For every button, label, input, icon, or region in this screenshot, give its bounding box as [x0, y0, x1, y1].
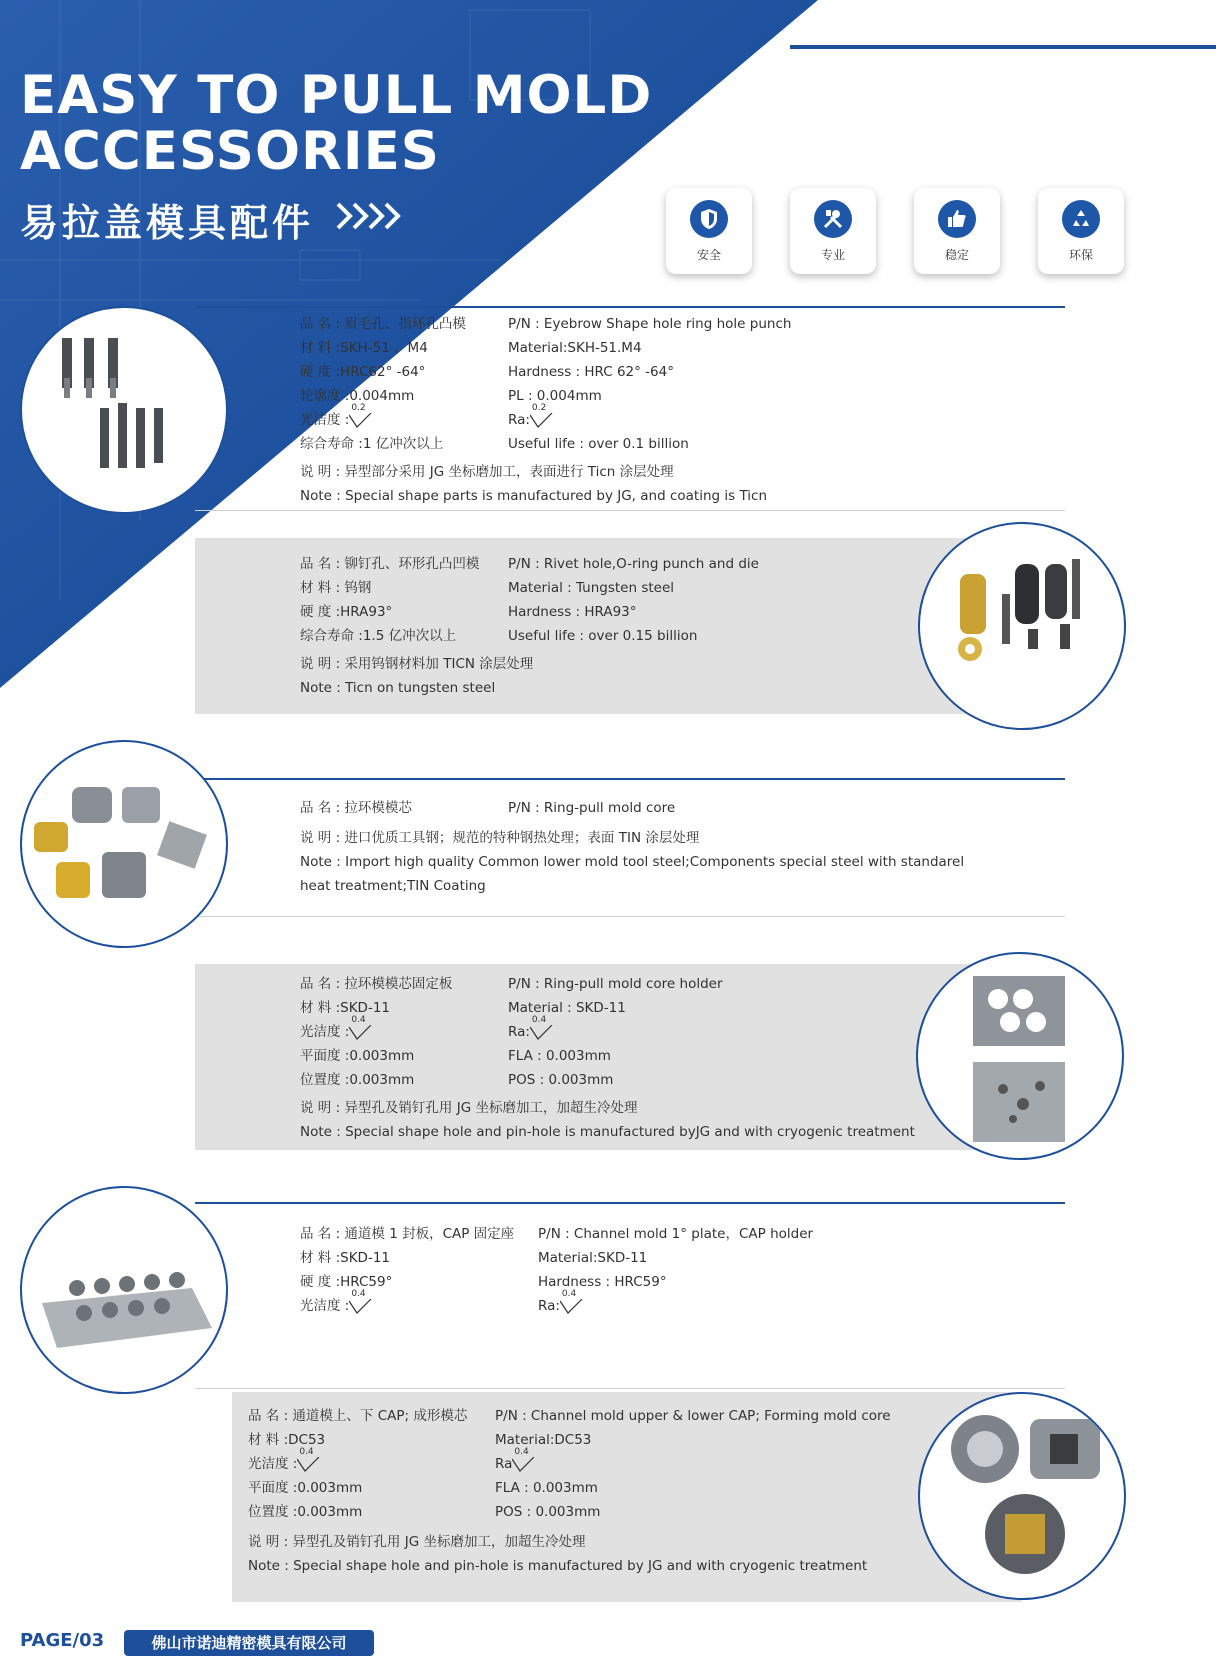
roughness-symbol-icon: 0.4 — [349, 1023, 377, 1041]
note-cn: 说 明 : 异型孔及销钉孔用 JG 坐标磨加工，加超生冷处理 — [248, 1534, 586, 1550]
spec-line: 品 名 : 拉环模模芯 — [300, 800, 412, 816]
spec-line: Material : Tungsten steel — [508, 580, 675, 596]
badge-stable — [914, 188, 1000, 274]
spec-line: 材 料 :SKD-11 — [300, 1250, 390, 1266]
spec-line: 材 料 :SKH-51 、M4 — [300, 340, 428, 356]
section-1-top-rule — [195, 306, 1065, 308]
spec-line: PL : 0.004mm — [508, 388, 602, 404]
page-number: PAGE/03 — [20, 1630, 105, 1651]
spec-line: 品 名 : 通道模 1 封板，CAP 固定座 — [300, 1226, 515, 1242]
spec-line: P/N : Channel mold upper & lower CAP; Forming mold core — [495, 1408, 891, 1424]
chevrons-icon — [334, 198, 420, 234]
section-1-note — [300, 460, 767, 508]
section-1-specs-cn — [300, 312, 466, 456]
section-4-specs-en — [508, 972, 723, 1092]
section-4-note — [300, 1096, 915, 1144]
company-name-badge: 佛山市诺迪精密模具有限公司 — [124, 1630, 374, 1656]
note-en: Note : Ticn on tungsten steel — [300, 680, 496, 696]
thumbs-up-icon — [945, 207, 969, 231]
product-image-punches — [20, 306, 228, 514]
roughness-symbol-icon: 0.4 — [349, 1297, 377, 1315]
spec-line: Hardness : HRC 62° -64° — [508, 364, 674, 380]
section-5-top-rule — [195, 1202, 1065, 1204]
spec-line: Useful life : over 0.1 billion — [508, 436, 689, 452]
spec-line: 品 名 : 眉毛孔、指环孔凸模 — [300, 316, 466, 332]
spec-line: POS : 0.003mm — [508, 1072, 614, 1088]
spec-line: Material : SKD-11 — [508, 1000, 626, 1016]
note-cn: 说 明 : 异型孔及销钉孔用 JG 坐标磨加工，加超生冷处理 — [300, 1100, 638, 1116]
recycle-icon — [1069, 207, 1093, 231]
section-1-bottom-rule — [195, 510, 1065, 511]
spec-line: 硬 度 :HRC59° — [300, 1274, 393, 1290]
product-image-mold-cores — [20, 740, 228, 948]
section-5-specs-cn — [300, 1222, 514, 1318]
note-en: Note : Import high quality Common lower mold tool steel;Components special steel with standarel heat treatment;TIN Coating — [300, 854, 965, 894]
spec-line: 光洁度 : 0.4 — [248, 1452, 467, 1476]
spec-line: 平面度 :0.003mm — [300, 1048, 415, 1064]
badge-label: 安全 — [696, 248, 721, 262]
spec-line: P/N : Rivet hole,O-ring punch and die — [508, 556, 759, 572]
spec-line: 综合寿命 :1.5 亿冲次以上 — [300, 628, 457, 644]
spec-line: 硬 度 :HRC62° -64° — [300, 364, 426, 380]
roughness-symbol-icon: 0.4 — [560, 1297, 588, 1315]
spec-line: Ra: 0.2 — [508, 408, 791, 432]
spec-line: Material:DC53 — [495, 1432, 592, 1448]
section-2-note — [300, 652, 533, 700]
badge-label: 稳定 — [944, 248, 969, 262]
spec-line: 轮廓度 :0.004mm — [300, 388, 415, 404]
note-cn: 说 明 : 异型部分采用 JG 坐标磨加工，表面进行 Ticn 涂层处理 — [300, 464, 674, 480]
title-line-2: ACCESSORIES — [20, 121, 440, 182]
spec-line: 硬 度 :HRA93° — [300, 604, 393, 620]
spec-line: Ra: 0.4 — [508, 1020, 723, 1044]
tools-icon — [821, 207, 845, 231]
section-5-specs-en — [538, 1222, 813, 1318]
section-1-specs-en — [508, 312, 791, 456]
spec-line: 光洁度 : 0.4 — [300, 1294, 514, 1318]
spec-line: Material:SKD-11 — [538, 1250, 648, 1266]
spec-line: Ra: 0.4 — [538, 1294, 813, 1318]
roughness-symbol-icon: 0.2 — [530, 411, 558, 429]
product-image-tungsten-dies — [918, 522, 1126, 730]
spec-line: FLA : 0.003mm — [508, 1048, 611, 1064]
section-3-note — [300, 826, 980, 898]
spec-line: 材 料 : 钨钢 — [300, 580, 372, 596]
spec-line: P/N : Ring-pull mold core — [508, 800, 676, 816]
section-3-top-rule — [195, 778, 1065, 780]
section-3-bottom-rule — [195, 916, 1065, 917]
spec-line: 综合寿命 :1 亿冲次以上 — [300, 436, 444, 452]
title-chinese: 易拉盖模具配件 — [20, 201, 315, 245]
spec-line: POS : 0.003mm — [495, 1504, 601, 1520]
spec-line: Useful life : over 0.15 billion — [508, 628, 698, 644]
section-6-specs-cn — [248, 1404, 467, 1524]
top-accent-line — [790, 45, 1216, 49]
shield-icon — [697, 207, 721, 231]
spec-line: 平面度 :0.003mm — [248, 1480, 363, 1496]
product-image-cap-holder — [20, 1186, 228, 1394]
note-en: Note : Special shape hole and pin-hole is manufactured byJG and with cryogenic treatment — [300, 1124, 915, 1140]
note-cn: 说 明 : 采用钨钢材料加 TICN 涂层处理 — [300, 656, 534, 672]
section-2-specs-cn — [300, 552, 479, 648]
spec-line: P/N : Ring-pull mold core holder — [508, 976, 723, 992]
badge-label: 专业 — [820, 248, 845, 262]
spec-line: FLA : 0.003mm — [495, 1480, 598, 1496]
badge-safety — [666, 188, 752, 274]
spec-line: Material:SKH-51.M4 — [508, 340, 642, 356]
product-image-core-holder — [916, 952, 1124, 1160]
roughness-symbol-icon: 0.2 — [349, 411, 377, 429]
section-3-specs — [300, 796, 412, 820]
product-image-channel-caps — [918, 1392, 1126, 1600]
spec-line: 位置度 :0.003mm — [300, 1072, 415, 1088]
roughness-symbol-icon: 0.4 — [297, 1455, 325, 1473]
section-2-specs-en — [508, 552, 759, 648]
spec-line: 品 名 : 通道模上、下 CAP; 成形模芯 — [248, 1408, 468, 1424]
title-line-1: EASY TO PULL MOLD — [20, 65, 653, 126]
section-6-note — [248, 1530, 868, 1578]
spec-line: 光洁度 : 0.2 — [300, 408, 466, 432]
note-en: Note : Special shape hole and pin-hole is manufactured by JG and with cryogenic treatment — [248, 1558, 868, 1574]
spec-line: P/N : Eyebrow Shape hole ring hole punch — [508, 316, 792, 332]
badge-eco — [1038, 188, 1124, 274]
spec-line: 位置度 :0.003mm — [248, 1504, 363, 1520]
spec-line: Hardness : HRA93° — [508, 604, 637, 620]
badge-professional — [790, 188, 876, 274]
spec-line: 品 名 : 铆钉孔、环形孔凸凹模 — [300, 556, 480, 572]
spec-line: 品 名 : 拉环模模芯固定板 — [300, 976, 453, 992]
spec-line: 光洁度 : 0.4 — [300, 1020, 452, 1044]
note-en: Note : Special shape parts is manufactured by JG, and coating is Ticn — [300, 488, 768, 504]
section-6-specs-en — [495, 1404, 891, 1524]
badge-label: 环保 — [1068, 248, 1093, 262]
spec-line: Hardness : HRC59° — [538, 1274, 667, 1290]
note-cn: 说 明 : 进口优质工具钢；规范的特种钢热处理；表面 TIN 涂层处理 — [300, 830, 700, 846]
roughness-symbol-icon: 0.4 — [512, 1455, 540, 1473]
section-5-bottom-rule — [195, 1388, 1065, 1389]
section-3-specs-en — [508, 796, 675, 820]
spec-line: 材 料 :DC53 — [248, 1432, 326, 1448]
spec-line: 材 料 :SKD-11 — [300, 1000, 390, 1016]
spec-line: P/N : Channel mold 1° plate，CAP holder — [538, 1226, 814, 1242]
spec-line: Ra 0.4 — [495, 1452, 891, 1476]
section-4-specs-cn — [300, 972, 452, 1092]
roughness-symbol-icon: 0.4 — [530, 1023, 558, 1041]
